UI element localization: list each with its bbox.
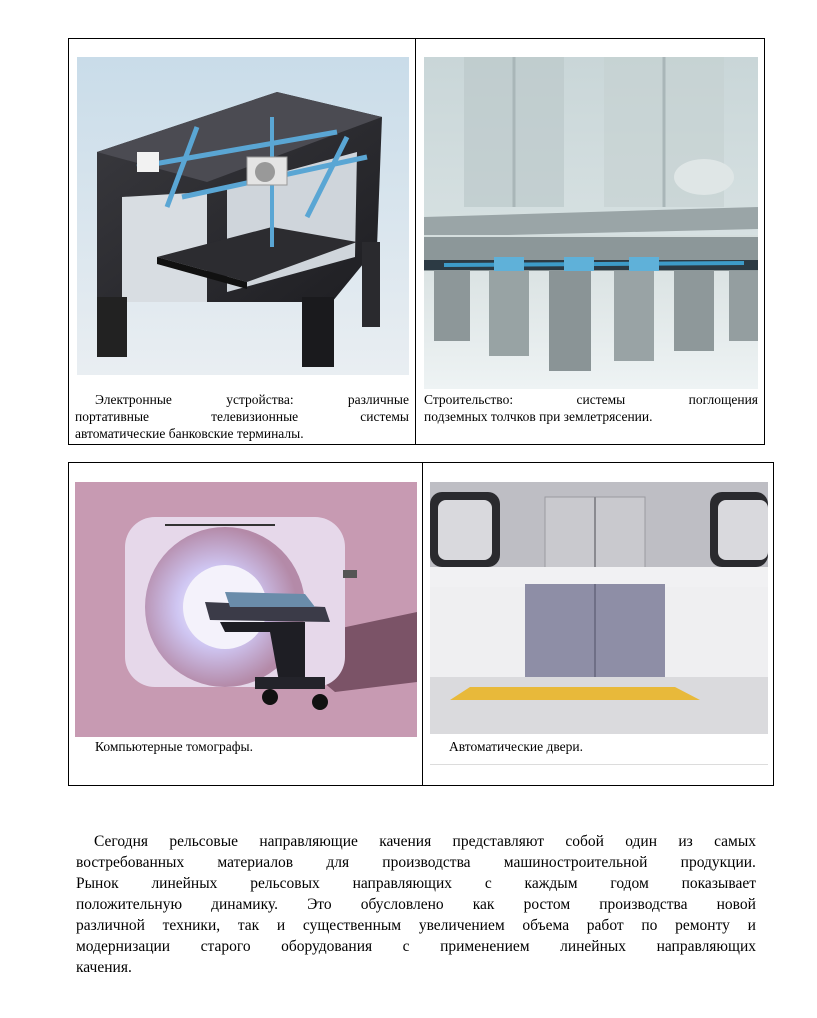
paragraph-word: объема <box>522 917 570 934</box>
paragraph-word: с <box>402 938 410 955</box>
caption-word: портативные <box>75 409 150 424</box>
paragraph-line <box>76 957 756 978</box>
building-image <box>424 57 758 389</box>
paragraph-word: самых <box>714 833 756 850</box>
tomograph-image <box>75 482 417 737</box>
paragraph-word: для <box>326 854 350 871</box>
caption-word: различные <box>347 392 409 407</box>
paragraph-word: новой <box>716 896 756 913</box>
paragraph-word: модернизации <box>76 938 171 955</box>
paragraph-word: линейных <box>560 938 627 955</box>
paragraph-word: различной <box>76 917 145 934</box>
table-divider <box>415 39 416 444</box>
paragraph-word: так <box>237 917 260 934</box>
paragraph-word: производства <box>599 896 688 913</box>
paragraph-word: применением <box>440 938 530 955</box>
paragraph-word: с <box>484 875 492 892</box>
figure-table-bottom <box>68 462 774 786</box>
caption-word: подземных толчков при землетрясении. <box>424 409 653 424</box>
tomograph-caption: Компьютерные томографы. <box>95 739 253 754</box>
caption-word: телевизионные <box>211 409 299 424</box>
paragraph-word: собой <box>565 833 604 850</box>
paragraph-word: каждым <box>524 875 578 892</box>
paragraph-word: техники, <box>162 917 221 934</box>
caption-word: Строительство: <box>424 392 514 407</box>
paragraph-word: как <box>472 896 495 913</box>
paragraph-word: востребованных <box>76 854 185 871</box>
paragraph-word: ремонту <box>675 917 730 934</box>
paragraph-word: направляющих <box>656 938 756 955</box>
doors-caption: Автоматические двери. <box>449 739 583 754</box>
paragraph-word: качения <box>379 833 432 850</box>
building-caption <box>424 391 758 425</box>
caption-word: автоматические банковские терминалы. <box>75 426 304 441</box>
paragraph-word: старого <box>200 938 251 955</box>
paragraph-line <box>76 831 756 852</box>
paragraph-line <box>76 936 756 957</box>
paragraph-word: Сегодня <box>94 833 148 850</box>
paragraph-word: годом <box>610 875 649 892</box>
caption-word: Электронные <box>95 392 172 407</box>
printer-image <box>77 57 409 375</box>
paragraph-word: производства <box>382 854 471 871</box>
paragraph-word: рельсовые <box>169 833 239 850</box>
printer-caption <box>75 391 409 442</box>
paragraph-line <box>76 873 756 894</box>
paragraph-word: направляющие <box>259 833 358 850</box>
paragraph-word: продукции. <box>680 854 756 871</box>
paragraph-word: Рынок <box>76 875 119 892</box>
paragraph-word: ростом <box>523 896 571 913</box>
doors-image <box>430 482 768 734</box>
paragraph-word: Это <box>307 896 332 913</box>
caption-word: системы <box>360 409 409 424</box>
figure-table-top <box>68 38 765 445</box>
paragraph-word: из <box>678 833 693 850</box>
paragraph-word: работ <box>586 917 624 934</box>
paragraph-word: динамику. <box>211 896 278 913</box>
divider <box>430 764 768 765</box>
paragraph-word: показывает <box>681 875 756 892</box>
paragraph-word: материалов <box>217 854 294 871</box>
paragraph-line <box>76 894 756 915</box>
paragraph-word: увеличением <box>418 917 505 934</box>
paragraph-text: качения. <box>76 959 132 976</box>
caption-word: устройства: <box>226 392 294 407</box>
paragraph-word: положительную <box>76 896 183 913</box>
body-paragraph <box>76 831 756 978</box>
paragraph-word: по <box>641 917 658 934</box>
paragraph-word: представляют <box>452 833 544 850</box>
paragraph-word: линейных <box>151 875 218 892</box>
paragraph-word: рельсовых <box>250 875 320 892</box>
paragraph-word: и <box>276 917 286 934</box>
caption-word: поглощения <box>688 392 758 407</box>
paragraph-word: машиностроительной <box>503 854 648 871</box>
paragraph-word: существенным <box>302 917 402 934</box>
paragraph-word: направляющих <box>352 875 453 892</box>
paragraph-word: оборудования <box>281 938 373 955</box>
paragraph-line <box>76 915 756 936</box>
paragraph-word: обусловлено <box>360 896 444 913</box>
table-divider <box>422 463 423 785</box>
paragraph-word: один <box>625 833 657 850</box>
caption-word: системы <box>576 392 626 407</box>
paragraph-word: и <box>747 917 756 934</box>
paragraph-line <box>76 852 756 873</box>
